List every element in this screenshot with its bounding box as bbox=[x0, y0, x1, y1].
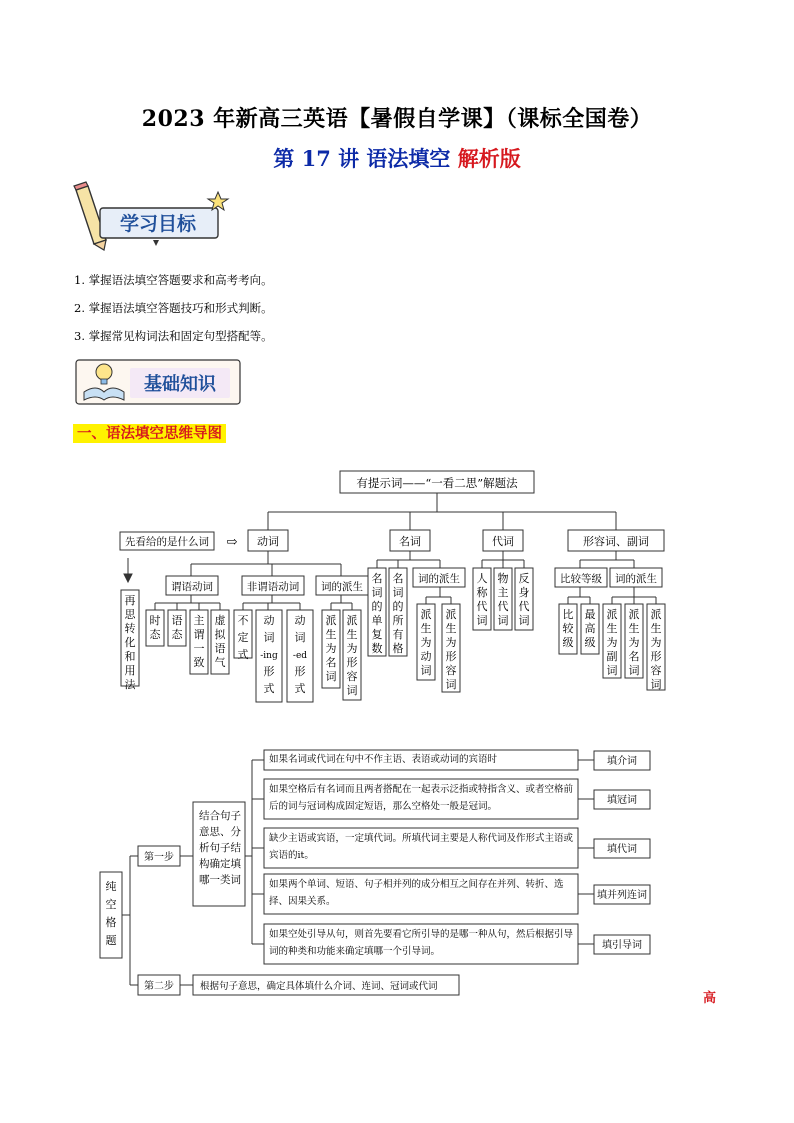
verb-derivation: 词的派生 bbox=[321, 581, 363, 593]
svg-text:词: 词 bbox=[371, 586, 383, 599]
svg-text:派: 派 bbox=[445, 608, 457, 621]
category-pronoun: 代词 bbox=[492, 535, 514, 548]
svg-text:形: 形 bbox=[650, 650, 662, 663]
svg-text:化: 化 bbox=[124, 636, 136, 649]
svg-text:名: 名 bbox=[392, 572, 404, 585]
subtitle-edition: 解析版 bbox=[457, 146, 521, 171]
svg-text:动: 动 bbox=[263, 614, 275, 627]
svg-text:词: 词 bbox=[650, 678, 662, 691]
step1-description: 结合句子意思、分析句子结构确定填哪一类词 bbox=[199, 810, 241, 886]
svg-text:级: 级 bbox=[562, 636, 574, 649]
svg-text:时: 时 bbox=[149, 614, 161, 627]
svg-text:-ing: -ing bbox=[260, 651, 278, 661]
svg-text:致: 致 bbox=[193, 656, 205, 669]
svg-text:代: 代 bbox=[497, 600, 509, 613]
svg-text:拟: 拟 bbox=[214, 628, 226, 641]
adj-derivation: 词的派生 bbox=[615, 573, 657, 585]
svg-text:词: 词 bbox=[392, 586, 404, 599]
step2-label: 第二步 bbox=[144, 981, 174, 992]
condition-item: 如果空处引导从句，则首先要看它所引导的是哪一种从句，然后根据引导词的种类和功能来确定填哪一个引导词。 bbox=[269, 929, 574, 957]
right-arrow-icon: ⇨ bbox=[226, 535, 238, 550]
svg-text:词: 词 bbox=[445, 678, 457, 691]
svg-text:名: 名 bbox=[628, 650, 640, 663]
goal-item: 1. 掌握语法填空答题要求和高考考向。 bbox=[74, 273, 273, 287]
result-item: 填引导词 bbox=[602, 940, 642, 951]
svg-text:形: 形 bbox=[294, 665, 306, 678]
svg-text:为: 为 bbox=[420, 636, 432, 649]
svg-text:派: 派 bbox=[650, 608, 662, 621]
svg-text:代: 代 bbox=[476, 600, 488, 613]
svg-text:用: 用 bbox=[124, 664, 136, 677]
svg-text:式: 式 bbox=[294, 682, 306, 695]
section-heading: 一、语法填空思维导图 bbox=[73, 424, 226, 443]
svg-text:主: 主 bbox=[497, 586, 509, 599]
svg-text:为: 为 bbox=[628, 636, 640, 649]
svg-text:所: 所 bbox=[392, 614, 404, 627]
svg-text:定: 定 bbox=[237, 631, 249, 644]
result-item: 填介词 bbox=[607, 756, 637, 767]
svg-text:词: 词 bbox=[518, 614, 530, 627]
verb-predicate: 谓语动词 bbox=[171, 581, 213, 593]
subtitle-main: 第 17 讲 语法填空 bbox=[273, 146, 458, 171]
svg-text:派: 派 bbox=[606, 608, 618, 621]
svg-text:谓: 谓 bbox=[193, 628, 205, 641]
goal-item: 2. 掌握语法填空答题技巧和形式判断。 bbox=[74, 301, 273, 315]
svg-text:动: 动 bbox=[294, 614, 306, 627]
basics-badge-label: 基础知识 bbox=[144, 374, 216, 395]
svg-text:的: 的 bbox=[392, 600, 404, 613]
svg-text:动: 动 bbox=[420, 650, 432, 663]
svg-text:式: 式 bbox=[263, 682, 275, 695]
result-item: 填并列连词 bbox=[597, 890, 647, 901]
first-step-label: 先看给的是什么词 bbox=[125, 536, 209, 548]
svg-text:为: 为 bbox=[346, 642, 358, 655]
svg-text:态: 态 bbox=[171, 628, 183, 641]
svg-text:名: 名 bbox=[371, 572, 383, 585]
svg-text:容: 容 bbox=[346, 670, 358, 683]
result-item: 填冠词 bbox=[607, 795, 637, 806]
condition-item: 如果两个单词、短语、句子相并列的成分相互之间存在并列、转折、选择、因果关系。 bbox=[269, 879, 564, 907]
svg-text:为: 为 bbox=[325, 642, 337, 655]
svg-text:纯: 纯 bbox=[105, 880, 117, 893]
svg-text:词: 词 bbox=[263, 631, 275, 644]
svg-text:气: 气 bbox=[214, 656, 226, 669]
svg-text:派: 派 bbox=[325, 614, 337, 627]
svg-text:虚: 虚 bbox=[214, 614, 226, 627]
svg-text:代: 代 bbox=[518, 600, 530, 613]
svg-text:为: 为 bbox=[445, 636, 457, 649]
svg-text:身: 身 bbox=[518, 586, 530, 599]
svg-text:反: 反 bbox=[518, 572, 530, 585]
svg-text:空: 空 bbox=[105, 898, 117, 911]
svg-text:词: 词 bbox=[325, 670, 337, 683]
svg-text:复: 复 bbox=[371, 628, 383, 641]
svg-text:格: 格 bbox=[392, 642, 404, 655]
svg-text:最: 最 bbox=[584, 608, 596, 621]
svg-text:语: 语 bbox=[214, 642, 226, 655]
svg-text:形: 形 bbox=[263, 665, 275, 678]
svg-text:思: 思 bbox=[124, 608, 136, 621]
svg-text:语: 语 bbox=[171, 614, 183, 627]
svg-text:生: 生 bbox=[420, 622, 432, 635]
svg-text:法: 法 bbox=[124, 678, 136, 691]
svg-text:转: 转 bbox=[124, 622, 136, 635]
svg-text:级: 级 bbox=[584, 636, 596, 649]
svg-text:词: 词 bbox=[346, 684, 358, 697]
svg-text:一: 一 bbox=[193, 642, 205, 655]
svg-text:题: 题 bbox=[105, 934, 117, 947]
svg-text:形: 形 bbox=[445, 650, 457, 663]
svg-text:为: 为 bbox=[606, 636, 618, 649]
svg-text:式: 式 bbox=[237, 648, 249, 661]
svg-text:主: 主 bbox=[193, 614, 205, 627]
svg-text:有: 有 bbox=[392, 628, 404, 641]
svg-text:的: 的 bbox=[371, 600, 383, 613]
svg-text:比: 比 bbox=[562, 608, 574, 621]
goal-item: 3. 掌握常见构词法和固定句型搭配等。 bbox=[74, 329, 273, 343]
svg-text:单: 单 bbox=[371, 614, 383, 627]
svg-text:生: 生 bbox=[346, 628, 358, 641]
condition-item: 缺少主语或宾语，一定填代词。所填代词主要是人称代词及作形式主语或宾语的it。 bbox=[269, 833, 574, 861]
svg-text:生: 生 bbox=[325, 628, 337, 641]
result-item: 填代词 bbox=[607, 844, 637, 855]
step2-description: 根据句子意思，确定具体填什么介词、连词、冠词或代词 bbox=[200, 981, 438, 992]
goals-badge-label: 学习目标 bbox=[119, 213, 197, 235]
svg-text:词: 词 bbox=[420, 664, 432, 677]
svg-text:容: 容 bbox=[650, 664, 662, 677]
verb-nonpredicate: 非谓语动词 bbox=[246, 581, 300, 593]
svg-text:词: 词 bbox=[606, 664, 618, 677]
svg-text:词: 词 bbox=[497, 614, 509, 627]
svg-text:生: 生 bbox=[650, 622, 662, 635]
svg-text:名: 名 bbox=[325, 656, 337, 669]
svg-text:词: 词 bbox=[294, 631, 306, 644]
svg-text:派: 派 bbox=[420, 608, 432, 621]
svg-text:生: 生 bbox=[628, 622, 640, 635]
svg-text:生: 生 bbox=[445, 622, 457, 635]
condition-item: 如果空格后有名词而且两者搭配在一起表示泛指或特指含义、或者空格前后的词与冠词构成固定短语，那么空格处一般是冠词。 bbox=[269, 784, 574, 812]
svg-text:物: 物 bbox=[497, 572, 509, 585]
svg-text:人: 人 bbox=[476, 572, 488, 585]
document-title: 2023 年新高三英语【暑假自学课】（课标全国卷） bbox=[141, 106, 653, 132]
category-noun: 名词 bbox=[399, 535, 421, 548]
svg-text:-ed: -ed bbox=[292, 651, 308, 661]
svg-text:较: 较 bbox=[562, 622, 574, 635]
svg-text:高: 高 bbox=[584, 622, 596, 635]
svg-text:数: 数 bbox=[371, 642, 383, 655]
category-adj-adv: 形容词、副词 bbox=[583, 535, 649, 548]
svg-text:再: 再 bbox=[124, 594, 136, 607]
svg-text:形: 形 bbox=[346, 656, 358, 669]
svg-text:副: 副 bbox=[606, 650, 618, 663]
svg-text:格: 格 bbox=[105, 916, 117, 929]
svg-text:派: 派 bbox=[346, 614, 358, 627]
svg-text:不: 不 bbox=[237, 614, 249, 627]
svg-text:和: 和 bbox=[124, 650, 136, 663]
adj-comparison: 比较等级 bbox=[560, 573, 602, 585]
margin-character: 高 bbox=[703, 991, 717, 1006]
condition-item: 如果名词或代词在句中不作主语、表语或动词的宾语时 bbox=[269, 754, 498, 765]
svg-text:词: 词 bbox=[628, 664, 640, 677]
svg-text:派: 派 bbox=[628, 608, 640, 621]
category-verb: 动词 bbox=[257, 535, 279, 548]
svg-text:词: 词 bbox=[476, 614, 488, 627]
step1-label: 第一步 bbox=[144, 852, 174, 863]
svg-text:态: 态 bbox=[149, 628, 161, 641]
svg-text:容: 容 bbox=[445, 664, 457, 677]
svg-text:为: 为 bbox=[650, 636, 662, 649]
noun-derivation: 词的派生 bbox=[418, 573, 460, 585]
svg-text:生: 生 bbox=[606, 622, 618, 635]
svg-text:称: 称 bbox=[476, 586, 488, 599]
mindmap-root-label: 有提示词——“一看二思”解题法 bbox=[356, 476, 518, 490]
